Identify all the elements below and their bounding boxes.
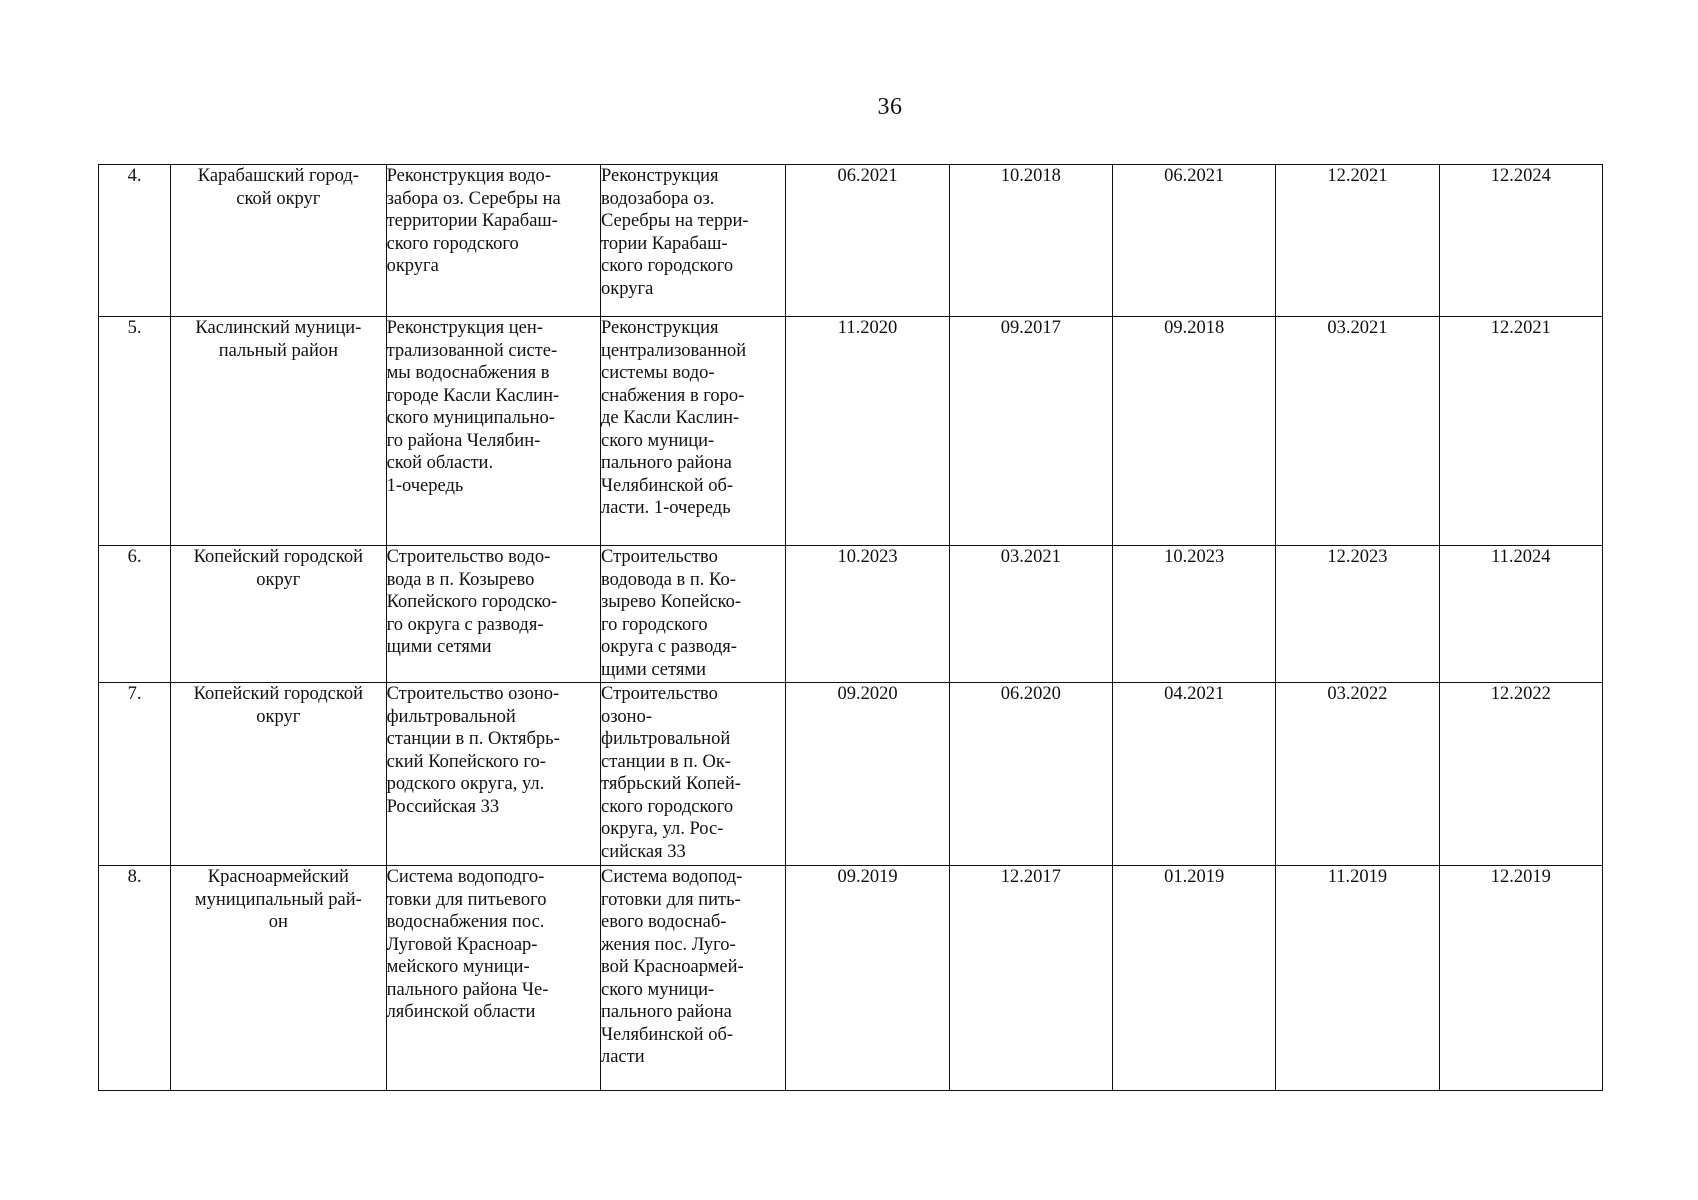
table-row bbox=[99, 683, 1603, 866]
date-cell: 04.2021 bbox=[1112, 683, 1275, 866]
date-cell: 09.2019 bbox=[786, 866, 949, 1091]
table-row bbox=[99, 317, 1603, 546]
event-name-cell: Строительство водовода в п. Ко- зырево Копейско- го городского округа с разводя- щими сетями bbox=[600, 546, 785, 683]
row-number: 8. bbox=[99, 866, 171, 1091]
table-row bbox=[99, 866, 1603, 1091]
object-name-cell: Система водоподго- товки для питьевого водоснабжения пос. Луговой Красноар- мейского муници- пального района Че- лябинской области bbox=[386, 866, 600, 1091]
municipality-cell: Копейский городской округ bbox=[171, 546, 386, 683]
table-row bbox=[99, 165, 1603, 317]
municipality-cell: Красноармейский муниципальный рай- он bbox=[171, 866, 386, 1091]
date-cell: 10.2023 bbox=[786, 546, 949, 683]
row-number: 6. bbox=[99, 546, 171, 683]
date-cell: 03.2021 bbox=[1276, 317, 1439, 546]
date-cell: 03.2021 bbox=[949, 546, 1112, 683]
date-cell: 12.2017 bbox=[949, 866, 1112, 1091]
date-cell: 12.2022 bbox=[1439, 683, 1602, 866]
date-cell: 12.2019 bbox=[1439, 866, 1602, 1091]
object-name-cell: Реконструкция водо- забора оз. Серебры на территории Карабаш- ского городского округа bbox=[386, 165, 600, 317]
row-number: 7. bbox=[99, 683, 171, 866]
event-name-cell: Строительство озоно- фильтровальной станции в п. Ок- тябрьский Копей- ского городского округа, ул. Рос- сийская 33 bbox=[600, 683, 785, 866]
date-cell: 11.2024 bbox=[1439, 546, 1602, 683]
event-name-cell: Реконструкция централизованной системы водо- снабжения в горо- де Касли Каслин- ского муници- пального района Челябинской об- ласти. 1-очередь bbox=[600, 317, 785, 546]
row-number: 5. bbox=[99, 317, 171, 546]
municipality-cell: Карабашский город- ской округ bbox=[171, 165, 386, 317]
date-cell: 11.2019 bbox=[1276, 866, 1439, 1091]
event-name-cell: Система водопод- готовки для пить- евого водоснаб- жения пос. Луго- вой Красноармей- ского муници- пального района Челябинской об- ласти bbox=[600, 866, 785, 1091]
date-cell: 09.2017 bbox=[949, 317, 1112, 546]
date-cell: 01.2019 bbox=[1112, 866, 1275, 1091]
date-cell: 12.2021 bbox=[1439, 317, 1602, 546]
project-schedule-table bbox=[98, 164, 1603, 1091]
row-number: 4. bbox=[99, 165, 171, 317]
date-cell: 11.2020 bbox=[786, 317, 949, 546]
page-number: 36 bbox=[877, 94, 903, 120]
date-cell: 12.2023 bbox=[1276, 546, 1439, 683]
object-name-cell: Строительство водо- вода в п. Козырево Копейского городско- го округа с разводя- щими сетями bbox=[386, 546, 600, 683]
date-cell: 10.2018 bbox=[949, 165, 1112, 317]
date-cell: 12.2021 bbox=[1276, 165, 1439, 317]
date-cell: 09.2020 bbox=[786, 683, 949, 866]
object-name-cell: Реконструкция цен- трализованной систе- мы водоснабжения в городе Касли Каслин- ского муниципально- го района Челябин- ской области. 1-очередь bbox=[386, 317, 600, 546]
date-cell: 06.2021 bbox=[786, 165, 949, 317]
date-cell: 03.2022 bbox=[1276, 683, 1439, 866]
date-cell: 09.2018 bbox=[1112, 317, 1275, 546]
table-row bbox=[99, 546, 1603, 683]
date-cell: 10.2023 bbox=[1112, 546, 1275, 683]
date-cell: 06.2020 bbox=[949, 683, 1112, 866]
municipality-cell: Копейский городской округ bbox=[171, 683, 386, 866]
object-name-cell: Строительство озоно- фильтровальной станции в п. Октябрь- ский Копейского го- родского округа, ул. Российская 33 bbox=[386, 683, 600, 866]
municipality-cell: Каслинский муници- пальный район bbox=[171, 317, 386, 546]
event-name-cell: Реконструкция водозабора оз. Серебры на терри- тории Карабаш- ского городского округа bbox=[600, 165, 785, 317]
date-cell: 12.2024 bbox=[1439, 165, 1602, 317]
date-cell: 06.2021 bbox=[1112, 165, 1275, 317]
